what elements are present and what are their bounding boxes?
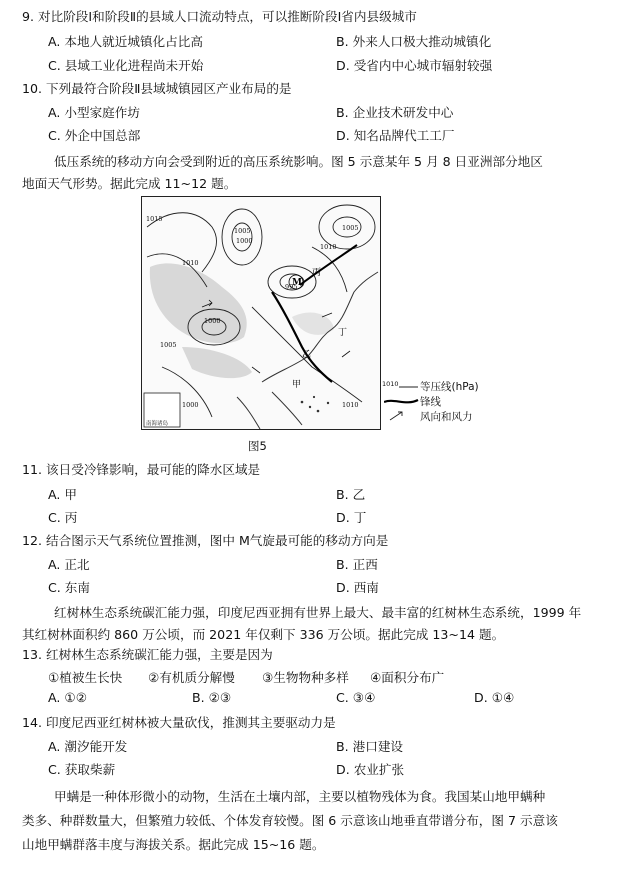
region-bing-label: 丙 [312,268,322,278]
cyclone-m-label: M [292,278,302,288]
q13-option-c[interactable]: C. ③④ [336,690,376,705]
intro3-line2: 类多、种群数量大，但繁殖力较低、个体发育较慢。图 6 示意该山地垂直带谱分布，图 7 示意该 [22,813,558,828]
q9-stem: 9. 对比阶段Ⅰ和阶段Ⅱ的县域人口流动特点，可以推断阶段Ⅰ省内县级城市 [22,9,417,24]
islands [301,396,330,412]
region-yi-label: 乙 [302,350,312,360]
q10-option-d[interactable]: D. 知名品牌代工工厂 [336,128,455,143]
q11-option-c[interactable]: C. 丙 [48,510,78,525]
isobar-label: 1000 [236,237,253,245]
q14-option-a[interactable]: A. 潮汐能开发 [48,739,128,754]
q12-option-b[interactable]: B. 正西 [336,557,378,572]
q10-stem: 10. 下列最符合阶段Ⅱ县域城镇园区产业布局的是 [22,81,292,96]
front-line-north [300,245,357,285]
q10-option-a[interactable]: A. 小型家庭作坊 [48,105,140,120]
q12-option-d[interactable]: D. 西南 [336,580,379,595]
q11-option-b[interactable]: B. 乙 [336,487,366,502]
legend-isobar-label: 等压线(hPa) [420,381,479,393]
isobar-label: 995 [285,283,298,291]
map-legend [384,378,504,428]
isobar-label: 1005 [234,227,251,235]
isobar-label: 1000 [204,317,221,325]
intro2-line1: 红树林生态系统碳汇能力强，印度尼西亚拥有世界上最大、最丰富的红树林生态系统，1999 年 [54,605,582,620]
intro1-line2: 地面天气形势。据此完成 11~12 题。 [22,176,237,191]
q13-option-d[interactable]: D. ①④ [474,690,515,705]
q13-option-b[interactable]: B. ②③ [192,690,232,705]
q10-option-b[interactable]: B. 企业技术研发中心 [336,105,454,120]
isobar-label: 1010 [182,259,199,267]
q14-stem: 14. 印度尼西亚红树林被大量砍伐，推测其主要驱动力是 [22,715,336,730]
legend-wind-label: 风向和风力 [420,411,473,423]
isobar-label: 1015 [146,215,163,223]
q11-option-d[interactable]: D. 丁 [336,510,367,525]
q9-option-d[interactable]: D. 受省内中心城市辐射较强 [336,58,493,73]
q12-option-c[interactable]: C. 东南 [48,580,90,595]
weather-map-figure [141,196,381,430]
q9-option-a[interactable]: A. 本地人就近城镇化占比高 [48,34,203,49]
q13-statement-3: ③生物物种多样 [262,670,349,685]
isobar-label: 1000 [182,401,199,409]
q13-statement-1: ①植被生长快 [48,670,123,685]
q9-option-c[interactable]: C. 县域工业化进程尚未开始 [48,58,204,73]
q13-statement-2: ②有机质分解慢 [148,670,235,685]
q14-option-d[interactable]: D. 农业扩张 [336,762,405,777]
isobar-label: 1010 [342,401,359,409]
intro3-line3: 山地甲螨群落丰度与海拔关系。据此完成 15~16 题。 [22,837,325,852]
region-jia-label: 甲 [292,380,302,390]
inset-label: 南海诸岛 [146,421,169,427]
q12-option-a[interactable]: A. 正北 [48,557,90,572]
q12-stem: 12. 结合图示天气系统位置推测，图中 M气旋最可能的移动方向是 [22,533,389,548]
q11-option-a[interactable]: A. 甲 [48,487,77,502]
intro1-line1: 低压系统的移动方向会受到附近的高压系统影响。图 5 示意某年 5 月 8 日亚洲部分地区 [54,154,543,169]
q11-stem: 11. 该日受冷锋影响，最可能的降水区域是 [22,462,261,477]
legend-isobar-sample: 1010 [382,380,399,388]
q13-stem: 13. 红树林生态系统碳汇能力强，主要是因为 [22,647,273,662]
intro3-line1: 甲螨是一种体形微小的动物，生活在土壤内部，主要以植物残体为食。我国某山地甲螨种 [54,789,546,804]
coastline-peninsula [272,392,302,425]
coastline-south [237,397,260,429]
q10-option-c[interactable]: C. 外企中国总部 [48,128,141,143]
isobar-label: 1005 [160,341,177,349]
q9-option-b[interactable]: B. 外来人口极大推动城镇化 [336,34,492,49]
q14-option-c[interactable]: C. 获取柴薪 [48,762,116,777]
region-ding-label: 丁 [338,328,348,338]
isobar-label: 1005 [342,224,359,232]
figure5-caption: 图5 [248,439,267,453]
legend-front-label: 锋线 [420,396,441,408]
weather-map-svg [142,197,380,429]
q14-option-b[interactable]: B. 港口建设 [336,739,404,754]
q13-option-a[interactable]: A. ①② [48,690,87,705]
intro2-line2: 其红树林面积约 860 万公顷，而 2021 年仅剩下 336 万公顷。据此完成 13~14 题。 [22,627,505,642]
q13-statement-4: ④面积分布广 [370,670,445,685]
isobar-label: 1010 [320,243,337,251]
